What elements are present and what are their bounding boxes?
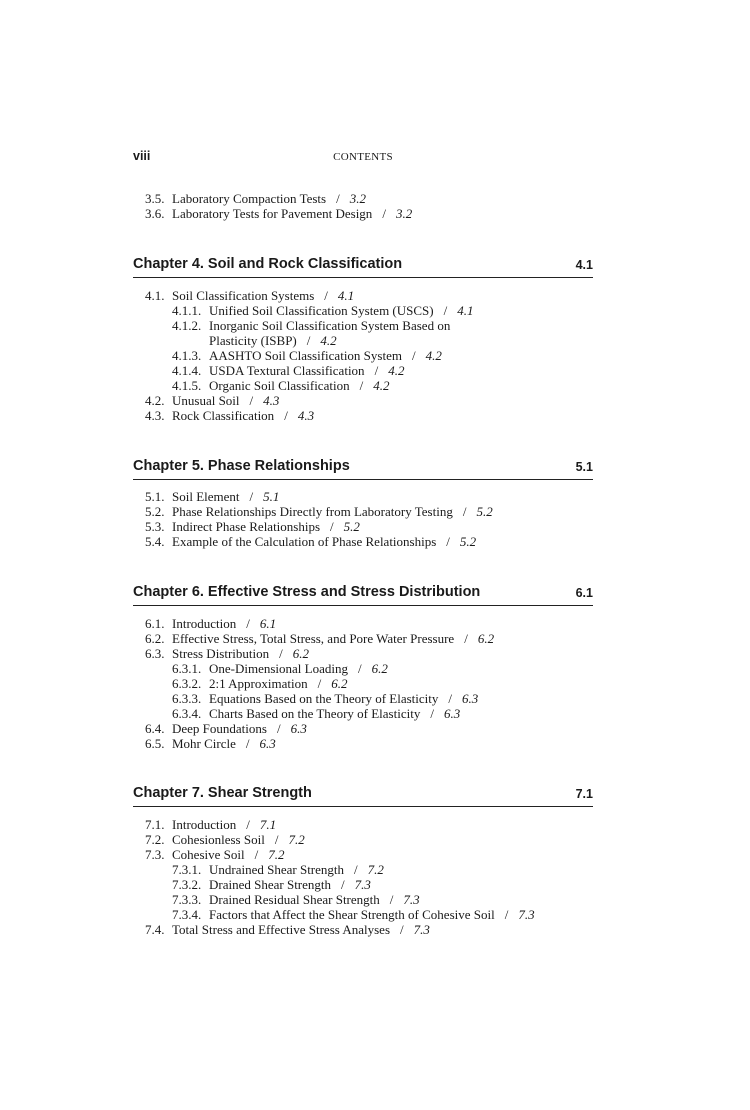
entry-separator: / <box>249 489 254 504</box>
toc-subentry[interactable] <box>0 877 750 892</box>
entry-separator: / <box>354 862 358 877</box>
toc-entry[interactable] <box>0 721 750 736</box>
chapter-title: Chapter 4. Soil and Rock Classification <box>133 256 403 272</box>
entry-title: Plasticity (ISBP) <box>209 333 297 348</box>
toc-entry[interactable] <box>0 736 750 751</box>
entry-number: 5.2. <box>145 504 165 519</box>
toc-section-chapter-4 <box>0 288 750 423</box>
entry-separator: / <box>341 877 345 892</box>
entry-separator: / <box>382 206 386 221</box>
toc-subentry[interactable] <box>0 691 750 706</box>
chapter-page: 7.1 <box>575 787 593 801</box>
entry-title: Soil Classification Systems <box>172 288 315 303</box>
entry-title: Stress Distribution <box>172 646 270 661</box>
entry-number: 7.4. <box>145 922 165 937</box>
chapter-heading-7[interactable] <box>133 784 593 807</box>
entry-separator: / <box>330 519 334 534</box>
entry-page: 7.3 <box>413 922 430 937</box>
chapter-heading-5[interactable] <box>133 457 593 480</box>
entry-title: Indirect Phase Relationships <box>172 519 321 534</box>
toc-entry[interactable] <box>0 817 750 832</box>
entry-number: 6.3.2. <box>172 676 202 691</box>
entry-number: 4.1.2. <box>172 318 202 333</box>
entry-separator: / <box>246 817 250 832</box>
entry-page: 4.2 <box>320 333 337 348</box>
entry-title: Total Stress and Effective Stress Analyses <box>172 922 391 937</box>
entry-separator: / <box>504 907 509 922</box>
chapter-title: Chapter 5. Phase Relationships <box>133 458 350 474</box>
entry-title: Introduction <box>172 616 237 631</box>
entry-separator: / <box>306 333 311 348</box>
toc-subentry[interactable] <box>0 363 750 378</box>
entry-title: Mohr Circle <box>172 736 236 751</box>
entry-number: 6.3.3. <box>172 691 202 706</box>
entry-page: 7.2 <box>288 832 305 847</box>
entry-page: 6.3 <box>290 721 307 736</box>
chapter-page: 5.1 <box>575 460 593 474</box>
entry-number: 6.2. <box>145 631 165 646</box>
entry-number: 5.4. <box>145 534 165 549</box>
entry-title: Charts Based on the Theory of Elasticity <box>209 706 421 721</box>
entry-title: Drained Residual Shear Strength <box>209 892 380 907</box>
toc-subentry-continuation[interactable] <box>0 333 750 348</box>
toc-entry[interactable] <box>0 191 750 206</box>
toc-subentry[interactable] <box>0 661 750 676</box>
toc-subentry[interactable] <box>0 892 750 907</box>
entry-separator: / <box>411 348 416 363</box>
entry-title: Effective Stress, Total Stress, and Pore Water Pressure <box>172 631 455 646</box>
entry-number: 4.1.5. <box>172 378 202 393</box>
toc-entry[interactable] <box>0 489 750 504</box>
entry-separator: / <box>279 646 283 661</box>
entry-page: 4.2 <box>373 378 390 393</box>
toc-entry[interactable] <box>0 847 750 862</box>
entry-title: Unified Soil Classification System (USCS) <box>209 303 434 318</box>
entry-separator: / <box>446 534 450 549</box>
toc-subentry[interactable] <box>0 318 750 333</box>
entry-page: 7.3 <box>354 877 371 892</box>
entry-title: Laboratory Compaction Tests <box>172 191 327 206</box>
entry-separator: / <box>276 721 281 736</box>
toc-section-chapter-3-continued <box>0 191 750 221</box>
entry-number: 6.1. <box>145 616 165 631</box>
entry-title: Rock Classification <box>172 408 275 423</box>
entry-number: 4.1.3. <box>172 348 202 363</box>
entry-separator: / <box>462 504 467 519</box>
entry-number: 7.3.1. <box>172 862 202 877</box>
toc-entry[interactable] <box>0 393 750 408</box>
entry-page: 7.2 <box>367 862 384 877</box>
running-head <box>133 149 593 165</box>
toc-entry[interactable] <box>0 832 750 847</box>
entry-page: 4.2 <box>425 348 442 363</box>
entry-number: 6.3. <box>145 646 165 661</box>
entry-separator: / <box>430 706 434 721</box>
entry-title: Drained Shear Strength <box>209 877 332 892</box>
entry-title: Factors that Affect the Shear Strength of Cohesive Soil <box>209 907 495 922</box>
running-title: CONTENTS <box>333 151 393 163</box>
entry-title: Introduction <box>172 817 237 832</box>
entry-title: Inorganic Soil Classification System Based on <box>209 318 451 333</box>
entry-separator: / <box>374 363 379 378</box>
entry-number: 5.1. <box>145 489 165 504</box>
entry-separator: / <box>254 847 259 862</box>
entry-separator: / <box>245 736 250 751</box>
toc-entry[interactable] <box>0 288 750 303</box>
entry-title: Deep Foundations <box>172 721 267 736</box>
entry-title: Example of the Calculation of Phase Relationships <box>172 534 437 549</box>
entry-number: 3.6. <box>145 206 165 221</box>
chapter-page: 4.1 <box>575 258 593 272</box>
entry-number: 4.2. <box>145 393 165 408</box>
entry-number: 6.3.4. <box>172 706 202 721</box>
entry-number: 4.1.1. <box>172 303 202 318</box>
entry-page: 4.3 <box>297 408 315 423</box>
toc-subentry[interactable] <box>0 676 750 691</box>
entry-separator: / <box>274 832 279 847</box>
entry-separator: / <box>249 393 254 408</box>
entry-separator: / <box>324 288 328 303</box>
entry-page: 4.3 <box>263 393 280 408</box>
entry-title: Laboratory Tests for Pavement Design <box>172 206 373 221</box>
entry-page: 6.2 <box>477 631 495 646</box>
toc-entry[interactable] <box>0 519 750 534</box>
toc-entry[interactable] <box>0 646 750 661</box>
entry-separator: / <box>448 691 453 706</box>
chapter-page: 6.1 <box>575 586 593 600</box>
entry-title: Equations Based on the Theory of Elasticity <box>209 691 439 706</box>
toc-section-chapter-7 <box>0 817 750 937</box>
entry-separator: / <box>389 892 394 907</box>
entry-title: USDA Textural Classification <box>209 363 365 378</box>
entry-title: Cohesive Soil <box>172 847 245 862</box>
toc-entry[interactable] <box>0 206 750 221</box>
entry-separator: / <box>400 922 404 937</box>
entry-number: 7.3. <box>145 847 165 862</box>
toc-subentry[interactable] <box>0 348 750 363</box>
entry-page: 7.1 <box>259 817 277 832</box>
chapter-title: Chapter 6. Effective Stress and Stress Distribution <box>133 584 481 600</box>
entry-page: 7.3 <box>518 907 535 922</box>
entry-number: 7.3.4. <box>172 907 202 922</box>
entry-page: 7.2 <box>268 847 285 862</box>
entry-page: 7.3 <box>403 892 420 907</box>
entry-page: 6.2 <box>331 676 348 691</box>
entry-separator: / <box>443 303 448 318</box>
entry-number: 5.3. <box>145 519 165 534</box>
entry-number: 6.3.1. <box>172 661 202 676</box>
toc-subentry[interactable] <box>0 378 750 393</box>
entry-page: 4.1 <box>337 288 355 303</box>
entry-page: 4.2 <box>388 363 405 378</box>
toc-subentry[interactable] <box>0 303 750 318</box>
entry-number: 7.2. <box>145 832 165 847</box>
toc-subentry[interactable] <box>0 706 750 721</box>
chapter-title: Chapter 7. Shear Strength <box>133 785 312 801</box>
toc-entry[interactable] <box>0 616 750 631</box>
entry-title: Cohesionless Soil <box>172 832 265 847</box>
entry-page: 6.1 <box>259 616 277 631</box>
entry-number: 6.4. <box>145 721 165 736</box>
toc-entry[interactable] <box>0 408 750 423</box>
toc-section-chapter-5 <box>0 489 750 549</box>
entry-separator: / <box>336 191 340 206</box>
entry-title: Soil Element <box>172 489 240 504</box>
entry-number: 7.1. <box>145 817 165 832</box>
entry-page: 5.2 <box>343 519 360 534</box>
entry-separator: / <box>359 378 364 393</box>
entry-title: Undrained Shear Strength <box>209 862 345 877</box>
entry-page: 5.2 <box>476 504 493 519</box>
entry-number: 4.1. <box>145 288 165 303</box>
entry-page: 4.1 <box>457 303 474 318</box>
toc-entry[interactable] <box>0 922 750 937</box>
entry-title: AASHTO Soil Classification System <box>209 348 402 363</box>
entry-separator: / <box>464 631 468 646</box>
entry-number: 3.5. <box>145 191 165 206</box>
entry-number: 7.3.2. <box>172 877 202 892</box>
toc-entry[interactable] <box>0 631 750 646</box>
entry-title: Unusual Soil <box>172 393 240 408</box>
page-number: viii <box>133 149 151 163</box>
toc-subentry[interactable] <box>0 907 750 922</box>
chapter-heading-6[interactable] <box>133 583 593 606</box>
entry-page: 6.2 <box>371 661 388 676</box>
chapter-heading-4[interactable] <box>133 255 593 278</box>
toc-entry[interactable] <box>0 504 750 519</box>
entry-separator: / <box>284 408 288 423</box>
entry-title: One-Dimensional Loading <box>209 661 348 676</box>
entry-number: 6.5. <box>145 736 165 751</box>
entry-page: 6.3 <box>259 736 276 751</box>
entry-page: 3.2 <box>395 206 413 221</box>
entry-title: Organic Soil Classification <box>209 378 350 393</box>
entry-title: 2:1 Approximation <box>209 676 308 691</box>
toc-section-chapter-6 <box>0 616 750 751</box>
entry-page: 6.2 <box>292 646 310 661</box>
toc-subentry[interactable] <box>0 862 750 877</box>
entry-page: 3.2 <box>349 191 366 206</box>
entry-page: 5.1 <box>263 489 280 504</box>
entry-page: 6.3 <box>462 691 479 706</box>
entry-separator: / <box>246 616 250 631</box>
entry-number: 4.1.4. <box>172 363 202 378</box>
entry-page: 6.3 <box>443 706 461 721</box>
entry-number: 7.3.3. <box>172 892 202 907</box>
entry-number: 4.3. <box>145 408 165 423</box>
entry-separator: / <box>358 661 362 676</box>
entry-page: 5.2 <box>459 534 477 549</box>
entry-title: Phase Relationships Directly from Laboratory Testing <box>172 504 453 519</box>
entry-separator: / <box>317 676 322 691</box>
toc-entry[interactable] <box>0 534 750 549</box>
